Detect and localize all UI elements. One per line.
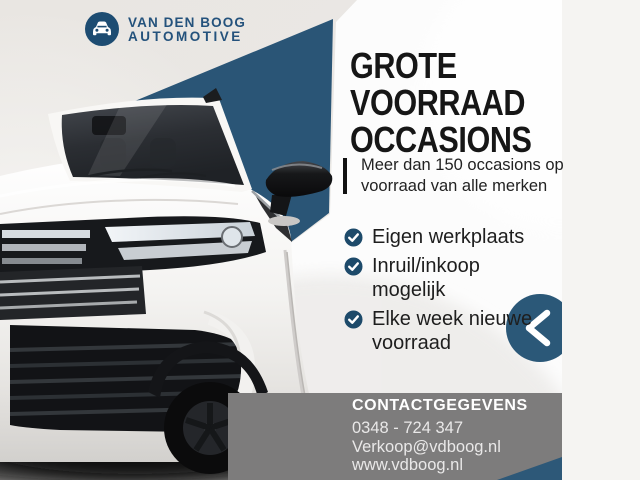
contact-section bbox=[352, 397, 528, 475]
subheading-line-2: voorraad van alle merken bbox=[361, 177, 548, 195]
contact-website: www.vdboog.nl bbox=[352, 456, 463, 474]
brand-logo bbox=[84, 11, 246, 47]
feature-item bbox=[344, 225, 549, 249]
car-front-icon bbox=[84, 11, 120, 47]
subheading-line-1: Meer dan 150 occasions op bbox=[361, 156, 564, 174]
check-circle-icon bbox=[344, 257, 363, 276]
feature-label: Eigen werkplaats bbox=[372, 226, 525, 248]
main-heading bbox=[350, 47, 532, 158]
heading-line-1: GROTE bbox=[350, 45, 457, 86]
feature-label: Inruil/inkoop mogelijk bbox=[372, 255, 480, 301]
contact-title: CONTACTGEGEVENS bbox=[352, 397, 528, 414]
contact-email: Verkoop@vdboog.nl bbox=[352, 437, 501, 456]
features-list bbox=[344, 225, 549, 360]
check-circle-icon bbox=[344, 310, 363, 329]
feature-label: Elke week nieuwe voorraad bbox=[372, 308, 533, 354]
check-circle-icon bbox=[344, 228, 363, 247]
heading-line-3: OCCASIONS bbox=[350, 119, 532, 160]
right-edge-strip bbox=[562, 0, 640, 480]
feature-item bbox=[344, 307, 549, 355]
heading-line-2: VOORRAAD bbox=[350, 82, 526, 123]
brand-subtitle: AUTOMOTIVE bbox=[128, 28, 243, 44]
contact-phone: 0348 - 724 347 bbox=[352, 419, 464, 437]
subheading-block bbox=[343, 155, 564, 197]
accent-bar bbox=[343, 158, 347, 194]
brand-name: VAN DEN BOOG bbox=[128, 14, 246, 30]
feature-item bbox=[344, 254, 549, 302]
